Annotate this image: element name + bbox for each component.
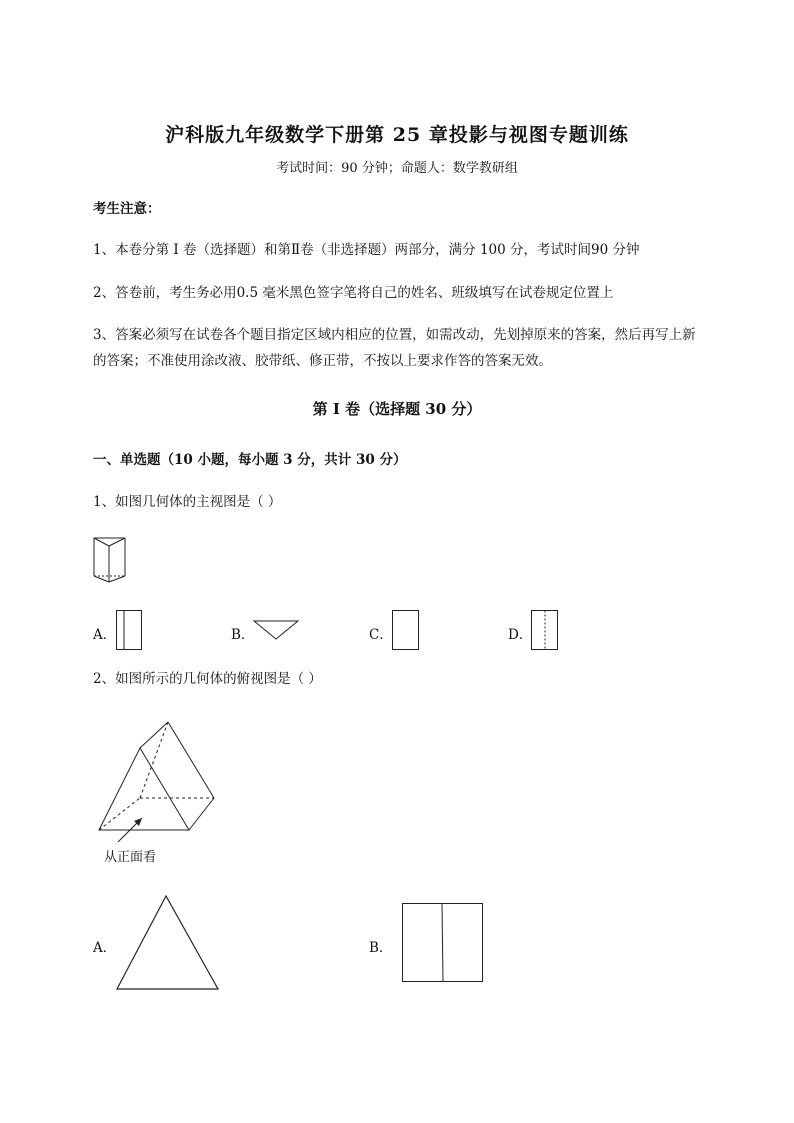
notice-item-2: 2、答卷前，考生务必用0.5 毫米黑色签字笔将自己的姓名、班级填写在试卷规定位置上 <box>93 285 614 301</box>
page-title: 沪科版九年级数学下册第 25 章投影与视图专题训练 <box>165 124 629 146</box>
section-title: 第 I 卷（选择题 30 分） <box>312 400 482 418</box>
q1-option-b-label[interactable]: B． <box>231 627 255 643</box>
q1-option-d-label[interactable]: D． <box>508 627 533 643</box>
q1-option-c-label[interactable]: C． <box>369 627 393 643</box>
q2-option-b-figure[interactable] <box>402 903 486 985</box>
notice-item-3: 3、答案必须写在试卷各个题目指定区域内相应的位置，如需改动，先划掉原来的答案，然后再写上新 <box>93 327 696 343</box>
q2-prism-figure <box>96 718 220 834</box>
notice-heading: 考生注意： <box>93 201 161 217</box>
q2-view-caption: 从正面看 <box>104 850 157 865</box>
q2-option-a-figure[interactable] <box>115 894 221 992</box>
notice-item-3-cont: 的答案；不准使用涂改液、胶带纸、修正带，不按以上要求作答的答案无效。 <box>93 353 552 369</box>
question-2-text: 2、如图所示的几何体的俯视图是（ ） <box>93 671 322 687</box>
q1-option-c-figure[interactable] <box>392 610 422 652</box>
question-1-text: 1、如图几何体的主视图是（ ） <box>93 494 282 510</box>
q1-option-b-figure[interactable] <box>253 620 299 642</box>
part-heading: 一、单选题（10 小题，每小题 3 分，共计 30 分） <box>93 452 407 468</box>
q1-option-a-figure[interactable] <box>116 610 146 652</box>
exam-info: 考试时间：90 分钟；命题人：数学教研组 <box>276 161 518 176</box>
q2-option-b-label[interactable]: B． <box>369 940 393 956</box>
notice-item-1: 1、本卷分第 I 卷（选择题）和第Ⅱ卷（非选择题）两部分，满分 100 分，考试时间90 分钟 <box>93 242 640 258</box>
q1-option-d-figure[interactable] <box>531 610 561 652</box>
q1-option-a-label[interactable]: A． <box>93 627 117 643</box>
q1-prism-figure <box>92 536 132 586</box>
q2-option-a-label[interactable]: A． <box>93 940 117 956</box>
